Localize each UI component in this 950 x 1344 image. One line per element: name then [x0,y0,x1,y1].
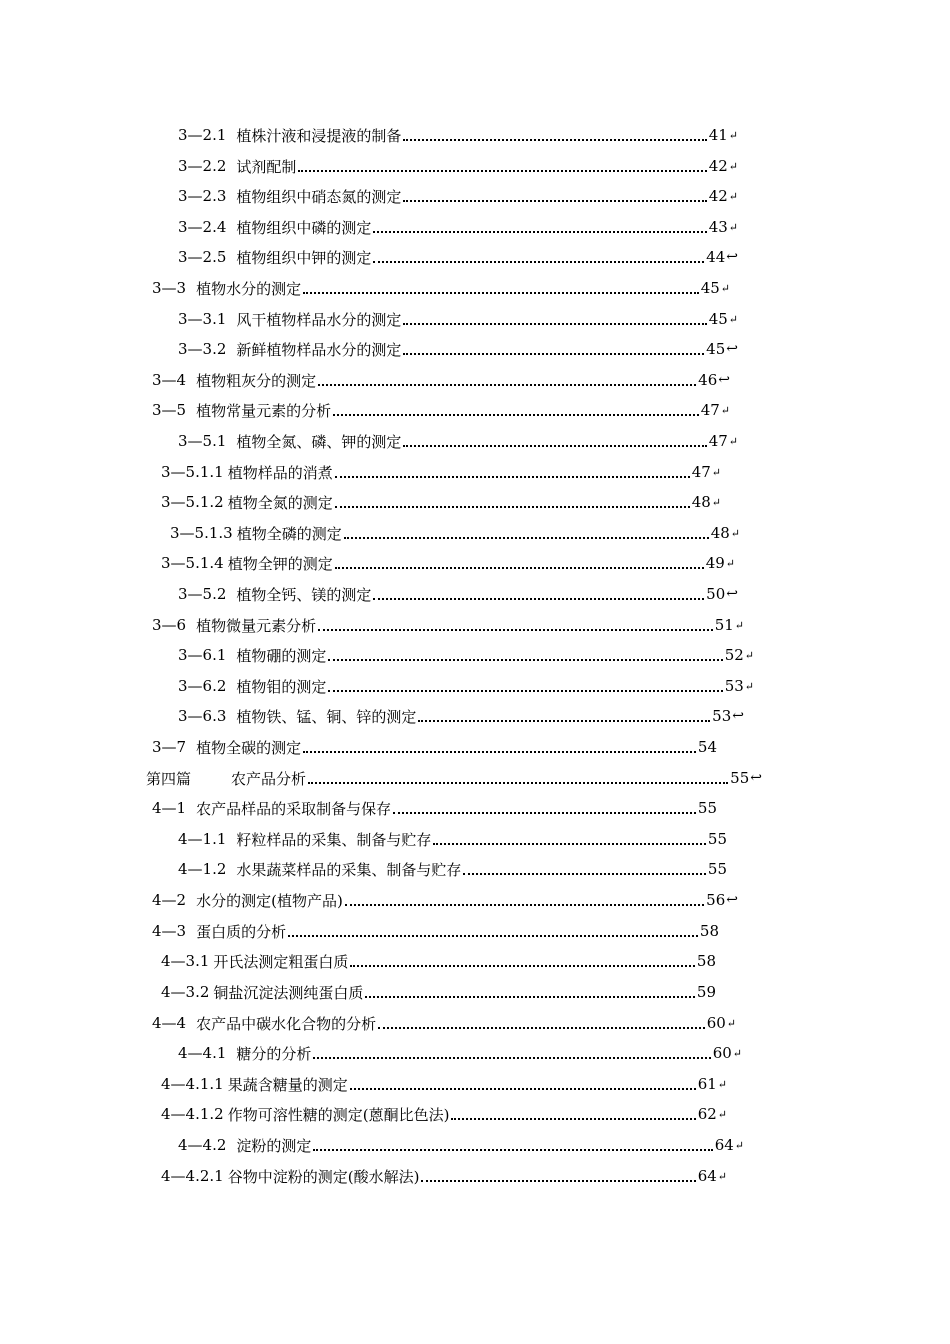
line-break-mark-icon: ↵ [728,312,738,326]
toc-title: 农产品分析 [231,769,307,788]
dot-leader [373,598,704,600]
toc-number: 3—6 [152,616,187,634]
toc-entry[interactable] [161,1163,727,1189]
toc-title: 果蔬含糖量的测定 [227,1075,348,1094]
toc-page-number: 46 [698,371,718,389]
toc-number: 第四篇 [146,769,192,788]
paragraph-mark-icon: ↩ [718,372,730,388]
line-break-mark-icon: ↵ [720,281,730,295]
dot-leader [318,384,696,386]
dot-leader [463,873,705,875]
dot-leader [403,200,706,202]
toc-number: 3—2.5 [178,248,227,266]
toc-page-number: 44 [706,248,726,266]
toc-number: 3—7 [152,738,187,756]
toc-title: 植物全碳的测定 [196,738,302,757]
line-break-mark-icon: ↵ [726,1016,736,1030]
toc-title: 新鲜植物样品水分的测定 [236,340,402,359]
toc-number: 3—5.1.1 [161,463,224,481]
dot-leader [333,414,699,416]
toc-page-number: 55 [730,769,750,787]
toc-page-number: 45 [700,279,720,297]
dot-leader [421,1180,695,1182]
toc-number: 4—3.1 [161,952,210,970]
line-break-mark-icon: ↵ [728,159,738,173]
dot-leader [313,1149,712,1151]
line-break-mark-icon: ↵ [734,1138,744,1152]
line-break-mark-icon: ↵ [728,220,738,234]
toc-page-number: 54 [697,738,717,756]
toc-title: 植物铁、锰、铜、锌的测定 [236,707,417,726]
line-break-mark-icon: ↵ [728,189,738,203]
toc-entry[interactable] [178,336,738,362]
toc-title: 植物组织中钾的测定 [236,248,372,267]
dot-leader [335,567,704,569]
toc-number: 3—2.3 [178,187,227,205]
toc-title: 水果蔬菜样品的采集、制备与贮存 [236,860,462,879]
toc-title: 蛋白质的分析 [196,922,287,941]
dot-leader [345,904,704,906]
toc-page-number: 64 [714,1136,734,1154]
toc-number: 3—4 [152,371,187,389]
toc-number: 3—5 [152,401,187,419]
line-break-mark-icon: ↵ [717,1107,727,1121]
toc-number: 4—4.2.1 [161,1167,224,1185]
toc-page-number: 47 [708,432,728,450]
toc-entry[interactable] [161,459,721,485]
dot-leader [350,1088,696,1090]
toc-entry[interactable] [178,703,744,729]
dot-leader [393,812,696,814]
toc-entry[interactable] [161,550,735,576]
dot-leader [344,537,709,539]
toc-number: 3—2.2 [178,157,227,175]
toc-entry[interactable] [178,581,738,607]
toc-title: 植物全钙、镁的测定 [236,585,372,604]
toc-page-number: 53 [712,707,732,725]
toc-page-number: 60 [706,1014,726,1032]
toc-number: 4—3 [152,922,187,940]
toc-entry[interactable] [178,122,738,148]
line-break-mark-icon: ↵ [734,618,744,632]
toc-entry[interactable] [161,1101,727,1127]
line-break-mark-icon: ↵ [711,465,721,479]
toc-page-number: 53 [724,677,744,695]
toc-number: 3—3.1 [178,310,227,328]
toc-title: 植株汁液和浸提液的制备 [236,126,402,145]
toc-page-number: 47 [700,401,720,419]
toc-entry[interactable] [178,642,754,668]
toc-entry[interactable] [152,795,718,821]
dot-leader [308,782,728,784]
toc-number: 3—6.3 [178,707,227,725]
toc-entry[interactable] [170,520,740,546]
toc-page-number: 56 [706,891,726,909]
toc-title: 植物全氮的测定 [227,493,333,512]
toc-entry[interactable] [152,397,730,423]
toc-number: 3—3 [152,279,187,297]
paragraph-mark-icon: ↩ [726,341,738,357]
toc-number: 4—1 [152,799,187,817]
toc-title: 农产品样品的采取制备与保存 [196,799,392,818]
toc-title: 植物组织中磷的测定 [236,218,372,237]
toc-entry[interactable] [178,214,738,240]
toc-entry[interactable] [152,275,730,301]
toc-title: 糖分的分析 [236,1044,312,1063]
toc-entry[interactable] [178,428,738,454]
line-break-mark-icon: ↵ [732,1046,742,1060]
toc-title: 风干植物样品水分的测定 [236,310,402,329]
dot-leader [328,659,722,661]
toc-number: 4—4 [152,1014,187,1032]
toc-number: 3—5.1.2 [161,493,224,511]
toc-title: 淀粉的测定 [236,1136,312,1155]
line-break-mark-icon: ↵ [725,556,735,570]
toc-page-number: 42 [708,187,728,205]
toc-entry[interactable] [152,612,744,638]
toc-page-number: 41 [708,126,728,144]
toc-title: 植物水分的测定 [196,279,302,298]
toc-number: 4—2 [152,891,187,909]
toc-entry[interactable] [178,1132,744,1158]
dot-leader [373,231,706,233]
toc-title: 作物可溶性糖的测定(蒽酮比色法) [227,1105,450,1124]
toc-page-number: 43 [708,218,728,236]
dot-leader [418,720,710,722]
toc-page-number: 50 [706,585,726,603]
toc-number: 4—4.2 [178,1136,227,1154]
paragraph-mark-icon: ↩ [726,249,738,265]
toc-entry[interactable] [152,1010,736,1036]
dot-leader [288,935,698,937]
toc-title: 开氏法测定粗蛋白质 [213,952,349,971]
toc-title: 植物常量元素的分析 [196,401,332,420]
toc-entry[interactable] [178,673,754,699]
toc-entry[interactable] [152,367,730,393]
toc-title: 植物全氮、磷、钾的测定 [236,432,402,451]
toc-page-number: 59 [696,983,716,1001]
toc-page-number: 48 [691,493,711,511]
toc-number: 4—4.1 [178,1044,227,1062]
toc-entry[interactable] [152,887,738,913]
toc-number: 3—6.1 [178,646,227,664]
line-break-mark-icon: ↵ [744,679,754,693]
dot-leader [378,1027,705,1029]
toc-page-number: 62 [697,1105,717,1123]
toc-title: 植物全钾的测定 [227,554,333,573]
line-break-mark-icon: ↵ [744,648,754,662]
dot-leader [403,445,706,447]
dot-leader [303,751,696,753]
toc-number: 3—5.1 [178,432,227,450]
line-break-mark-icon: ↵ [711,495,721,509]
toc-page-number: 60 [712,1044,732,1062]
dot-leader [298,170,706,172]
dot-leader [328,690,722,692]
toc-entry[interactable] [178,244,738,270]
dot-leader [403,139,706,141]
line-break-mark-icon: ↵ [717,1169,727,1183]
toc-page-number: 64 [697,1167,717,1185]
toc-page-number: 52 [724,646,744,664]
line-break-mark-icon: ↵ [720,403,730,417]
toc-entry[interactable] [152,918,720,944]
toc-page-number: 58 [696,952,716,970]
toc-entry[interactable] [152,734,718,760]
toc-page-number: 49 [705,554,725,572]
toc-number: 4—1.1 [178,830,227,848]
toc-page-number: 55 [707,830,727,848]
toc-title: 水分的测定(植物产品) [196,891,343,910]
dot-leader [303,292,699,294]
toc-number: 3—5.2 [178,585,227,603]
dot-leader [350,965,694,967]
dot-leader [373,261,704,263]
dot-leader [365,996,694,998]
toc-entry[interactable] [178,1040,742,1066]
toc-number: 3—5.1.4 [161,554,224,572]
toc-title: 植物硼的测定 [236,646,327,665]
dot-leader [313,1057,710,1059]
toc-number: 4—4.1.1 [161,1075,224,1093]
toc-entry[interactable] [178,306,738,332]
toc-number: 3—5.1.3 [170,524,233,542]
toc-entry[interactable] [146,765,762,791]
toc-entry[interactable] [161,948,717,974]
toc-page-number: 42 [708,157,728,175]
dot-leader [433,843,705,845]
toc-page-number: 45 [708,310,728,328]
toc-entry[interactable] [178,153,738,179]
dot-leader [451,1118,695,1120]
toc-title: 籽粒样品的采集、制备与贮存 [236,830,432,849]
toc-number: 3—3.2 [178,340,227,358]
toc-page-number: 55 [697,799,717,817]
toc-page-number: 45 [706,340,726,358]
paragraph-mark-icon: ↩ [726,892,738,908]
paragraph-mark-icon: ↩ [726,586,738,602]
toc-entry[interactable] [178,856,728,882]
toc-page-number: 51 [714,616,734,634]
dot-leader [335,476,690,478]
toc-title: 农产品中碳水化合物的分析 [196,1014,377,1033]
toc-entry[interactable] [161,1071,727,1097]
toc-title: 植物组织中硝态氮的测定 [236,187,402,206]
toc-number: 4—1.2 [178,860,227,878]
toc-page-number: 61 [697,1075,717,1093]
toc-number: 4—4.1.2 [161,1105,224,1123]
toc-title: 植物粗灰分的测定 [196,371,317,390]
toc-title: 植物钼的测定 [236,677,327,696]
line-break-mark-icon: ↵ [728,434,738,448]
toc-title: 植物样品的消煮 [227,463,333,482]
toc-entry[interactable] [178,183,738,209]
toc-page-number: 47 [691,463,711,481]
dot-leader [318,629,713,631]
toc-entry[interactable] [161,979,717,1005]
dot-leader [335,506,690,508]
toc-title: 植物微量元素分析 [196,616,317,635]
toc-number: 4—3.2 [161,983,210,1001]
toc-title: 铜盐沉淀法测纯蛋白质 [213,983,364,1002]
toc-entry[interactable] [178,826,728,852]
toc-page-number: 55 [707,860,727,878]
toc-title: 植物全磷的测定 [236,524,342,543]
toc-page-number: 58 [699,922,719,940]
toc-title: 试剂配制 [236,157,297,176]
line-break-mark-icon: ↵ [728,128,738,142]
toc-number: 3—2.4 [178,218,227,236]
dot-leader [403,323,706,325]
toc-title: 谷物中淀粉的测定(酸水解法) [227,1167,420,1186]
paragraph-mark-icon: ↩ [750,770,762,786]
line-break-mark-icon: ↵ [717,1077,727,1091]
toc-number: 3—6.2 [178,677,227,695]
toc-number: 3—2.1 [178,126,227,144]
toc-entry[interactable] [161,489,721,515]
paragraph-mark-icon: ↩ [732,708,744,724]
dot-leader [403,353,704,355]
toc-page-number: 48 [710,524,730,542]
line-break-mark-icon: ↵ [730,526,740,540]
